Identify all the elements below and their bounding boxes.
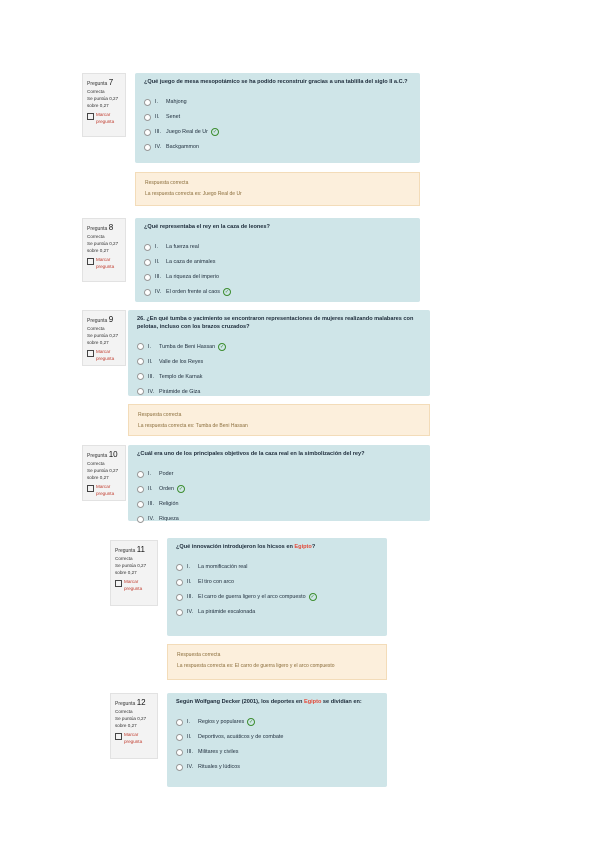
radio-button[interactable] <box>137 358 144 365</box>
radio-button[interactable] <box>144 289 151 296</box>
question-content <box>135 73 420 163</box>
answer-option[interactable]: III. El carro de guerra ligero y el arco compuesto ✓ <box>176 590 378 605</box>
question-score: Se puntúa 0,27 sobre 0,27 <box>87 332 119 345</box>
check-icon: ✓ <box>310 594 315 601</box>
answer-option[interactable]: IV. Backgammon <box>144 140 411 155</box>
question-number: Pregunta 12 <box>115 698 146 707</box>
question-score: Se puntúa 0,27 sobre 0,27 <box>115 562 147 575</box>
radio-button[interactable] <box>176 749 183 756</box>
radio-button[interactable] <box>144 99 151 106</box>
radio-button[interactable] <box>144 114 151 121</box>
flag-question-link[interactable]: Marcar pregunta <box>87 112 121 126</box>
feedback-text: La respuesta correcta es: Tumba de Beni Hassan <box>138 422 248 429</box>
question-score: Se puntúa 0,27 sobre 0,27 <box>87 240 119 253</box>
answer-option[interactable]: I. Tumba de Beni Hassan ✓ <box>137 339 421 354</box>
radio-button[interactable] <box>176 734 183 741</box>
feedback-box <box>135 172 420 206</box>
radio-button[interactable] <box>176 594 183 601</box>
question-score: Se puntúa 0,27 sobre 0,27 <box>87 95 119 108</box>
radio-button[interactable] <box>176 719 183 726</box>
answer-option[interactable]: II. La caza de animales <box>144 255 411 270</box>
question-content <box>167 693 387 787</box>
feedback-heading: Respuesta correcta <box>145 180 189 186</box>
flag-question-link[interactable]: Marcar pregunta <box>87 484 121 498</box>
radio-button[interactable] <box>137 501 144 508</box>
question-info <box>82 73 126 137</box>
question-status: Correcta <box>115 709 133 714</box>
question-info <box>82 445 126 501</box>
flag-icon <box>87 485 94 492</box>
question-info <box>82 218 126 282</box>
question-text: ¿Qué innovación introdujeron los hicsos en Egipto? <box>176 544 316 550</box>
radio-button[interactable] <box>144 144 151 151</box>
question-score: Se puntúa 0,27 sobre 0,27 <box>87 467 119 480</box>
question-info <box>82 310 126 366</box>
question-number: Pregunta 9 <box>87 315 114 324</box>
answer-option[interactable]: III. Militares y civiles <box>176 745 378 760</box>
question-text: Según Wolfgang Decker (2001), los deportes en Egipto se dividían en: <box>176 699 362 705</box>
answer-option[interactable]: II. Deportivos, acuáticos y de combate <box>176 730 378 745</box>
answer-option[interactable]: III. Templo de Karnak <box>137 369 421 384</box>
flag-question-link[interactable]: Marcar pregunta <box>87 257 121 271</box>
radio-button[interactable] <box>144 129 151 136</box>
flag-icon <box>115 580 122 587</box>
check-icon: ✓ <box>249 719 254 726</box>
flag-icon <box>87 350 94 357</box>
feedback-box <box>128 404 430 436</box>
radio-button[interactable] <box>144 274 151 281</box>
question-text: 26. ¿En qué tumba o yacimiento se encontraron representaciones de mujeres realizando malabares con pelotas, incluso con los brazos cruzados? <box>137 316 414 330</box>
question-text: ¿Cuál era uno de los principales objetivos de la caza real en la simbolización del rey? <box>137 451 365 457</box>
flag-question-link[interactable]: Marcar pregunta <box>115 732 153 746</box>
answer-option[interactable]: II. Senet <box>144 110 411 125</box>
check-icon: ✓ <box>178 486 184 493</box>
answer-option[interactable]: II. Orden ✓ <box>137 482 421 497</box>
question-content <box>167 538 387 636</box>
feedback-box <box>167 644 387 680</box>
answer-option[interactable]: IV. El orden frente al caos ✓ <box>144 285 411 300</box>
check-icon: ✓ <box>220 343 225 350</box>
answer-option[interactable]: I. Poder <box>137 467 421 482</box>
answer-option[interactable]: I. La fuerza real <box>144 240 411 255</box>
radio-button[interactable] <box>144 259 151 266</box>
radio-button[interactable] <box>176 579 183 586</box>
question-content <box>135 218 420 302</box>
question-number: Pregunta 8 <box>87 223 114 232</box>
answer-option[interactable]: IV. Riqueza <box>137 512 421 527</box>
radio-button[interactable] <box>137 486 144 493</box>
radio-button[interactable] <box>137 373 144 380</box>
answer-option[interactable]: II. Valle de los Reyes <box>137 354 421 369</box>
question-status: Correcta <box>87 326 105 331</box>
radio-button[interactable] <box>137 388 144 395</box>
answer-option[interactable]: I. La momificación real <box>176 560 378 575</box>
question-content <box>128 445 430 521</box>
radio-button[interactable] <box>144 244 151 251</box>
flag-icon <box>115 733 122 740</box>
radio-button[interactable] <box>176 764 183 771</box>
flag-icon <box>87 113 94 120</box>
answer-option[interactable]: I. Regios y populares ✓ <box>176 715 378 730</box>
radio-button[interactable] <box>176 564 183 571</box>
answer-option[interactable]: III. Juego Real de Ur ✓ <box>144 125 411 140</box>
radio-button[interactable] <box>137 471 144 478</box>
feedback-text: La respuesta correcta es: Juego Real de Ur <box>145 190 242 197</box>
question-status: Correcta <box>87 461 105 466</box>
question-status: Correcta <box>115 556 133 561</box>
question-number: Pregunta 11 <box>115 545 145 554</box>
answer-option[interactable]: III. Religión <box>137 497 421 512</box>
flag-icon <box>87 258 94 265</box>
feedback-text: La respuesta correcta es: El carro de guerra ligero y el arco compuesto <box>177 662 335 669</box>
check-icon: ✓ <box>224 289 230 296</box>
radio-button[interactable] <box>137 343 144 350</box>
question-text: ¿Qué juego de mesa mesopotámico se ha podido reconstruir gracias a una tablilla del siglo II a.C.? <box>144 79 408 85</box>
flag-question-link[interactable]: Marcar pregunta <box>115 579 153 593</box>
answer-option[interactable]: IV. La pirámide escalonada <box>176 605 378 620</box>
answer-option[interactable]: IV. Rituales y lúdicos <box>176 760 378 775</box>
radio-button[interactable] <box>137 516 144 523</box>
question-number: Pregunta 7 <box>87 78 114 87</box>
question-status: Correcta <box>87 89 105 94</box>
question-info <box>110 693 158 759</box>
flag-question-link[interactable]: Marcar pregunta <box>87 349 121 363</box>
feedback-heading: Respuesta correcta <box>138 412 182 418</box>
answer-option[interactable]: II. El tiro con arco <box>176 575 378 590</box>
answer-option[interactable]: I. Mahjong <box>144 95 411 110</box>
answer-option[interactable]: IV. Pirámide de Giza <box>137 384 421 399</box>
answer-option[interactable]: III. La riqueza del imperio <box>144 270 411 285</box>
feedback-heading: Respuesta correcta <box>177 652 221 658</box>
check-icon: ✓ <box>212 129 218 136</box>
question-score: Se puntúa 0,27 sobre 0,27 <box>115 715 147 728</box>
radio-button[interactable] <box>176 609 183 616</box>
question-content <box>128 310 430 396</box>
question-info <box>110 540 158 606</box>
question-status: Correcta <box>87 234 105 239</box>
question-text: ¿Qué representaba el rey en la caza de leones? <box>144 224 270 230</box>
question-number: Pregunta 10 <box>87 450 118 459</box>
